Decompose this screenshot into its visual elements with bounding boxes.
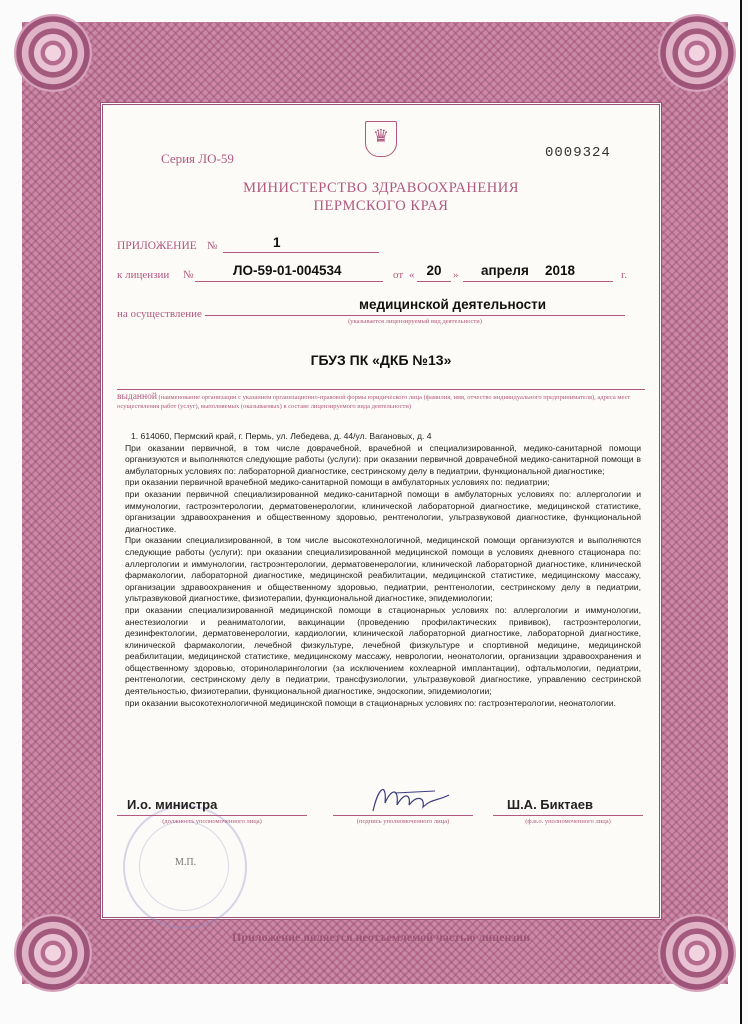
coat-of-arms-icon: ♛: [365, 121, 397, 157]
license-no-sign: №: [183, 269, 194, 281]
signatory-position: И.о. министра: [127, 797, 218, 812]
document-body: Серия ЛО-59 ♛ 0009324 МИНИСТЕРСТВО ЗДРАВООХРАНЕНИЯ ПЕРМСКОГО КРАЯ ПРИЛОЖЕНИЕ № 1 к лицензии № ЛО-59-01-004534 от « 20 » апреля 2018 г. на осуществление медицинской деятельности (указывается лицензируемый вид деятельности) ГБУЗ ПК «ДКБ №13» выданной (наименование организации с указанием организационно-правовой формы юридического лица (фамилия, имя, отчество индивидуального предпринимателя), адреса мест осуществления работ (услуг), выполняемых (оказываемых) в составе лицензируемого вида деятельности) 1. 614060, Пермский край, г. Пермь, ул. Лебедева, д. 44/ул. Вагановых, д. 4 При оказании первичной, в том числе доврачебной, врачебной и специализированной, медико-санитарной помощи организуются и выполняются следующие работы (услуги): при оказании первичной доврачебной медико-санитарной помощи в амбулаторных условиях по: лабораторной диагностике, сестринскому делу в педиатрии, функциональной диагностике; при оказании первичной врачебной медико-санитарной помощи в амбулаторных условиях по: педиатрии; при оказании первичной специализированной медико-санитарной помощи в амбулаторных условиях по: аллергологии и иммунологии, гастроэнтерологии, дерматовенерологии, клинической лабораторной диагностике, медицинской статистике, организации здравоохранения и общественному здоровью, рентгенологии, ультразвуковой диагностике, функциональной диагностике. При оказании специализированной, в том числе высокотехнологичной, медицинской помощи организуются и выполняются следующие работы (услуги): при оказании специализированной медицинской помощи в условиях дневного стационара по: аллергологии и иммунологии, гастроэнтерологии, дерматовенерологии, клинической лабораторной диагностике, клинической фармакологии, лабораторной диагностике, медицинской реабилитации, медицинской статистике, медицинскому массажу, организации здравоохранения и общественному здоровью, педиатрии, рентгенологии, сестринскому делу в педиатрии, ультразвуковой диагностике, физиотерапии, функциональной диагностике, эпидемиологии; при оказании специализированной медицинской помощи в стационарных условиях по: аллергологии и иммунологии, анестезиологии и реаниматологии, вакцинации (проведению профилактических прививок), гастроэнтерологии, дезинфектологии, дерматовенерологии, кардиологии, клинической лабораторной диагностике, лабораторной диагностике, клинической фармакологии, лечебной физкультуре, лечебной физкультуре и спортивной медицине, медицинской реабилитации, медицинской статистике, медицинскому массажу, неврологии, неонатологии, организации здравоохранения и общественному здоровью, оториноларингологии (за исключением кохлеарной имплантации), офтальмологии, педиатрии, рентгенологии, сестринскому делу в педиатрии, трансфузиологии, ультразвуковой диагностике, управлению сестринской деятельностью, физиотерапии, функциональной диагностике, эндоскопии, эпидемиологии; при оказании высокотехнологичной медицинской помощи в стационарных условиях по: гастроэнтерологии, неонатологии. М.П. И.о. министра (должность уполномоченного лица) (подпись уполномоченного лица) Ш.А. Биктаев (ф.и.о. уполномоченного лица) Приложение является неотъемлемой частью лицензии: [100, 102, 662, 920]
licensed-services-text: [125, 431, 641, 709]
guilloche-border: [22, 22, 728, 984]
organization-name: ГБУЗ ПК «ДКБ №13»: [310, 352, 452, 368]
rosette-ornament-icon: [658, 14, 736, 92]
signatory-name: Ш.А. Биктаев: [507, 797, 593, 812]
from-label: от: [393, 269, 404, 281]
paragraph: При оказании специализированной, в том числе высокотехнологичной, медицинской помощи организуются и выполняются следующие работы (услуги): при оказании специализированной медицинской помощи в условиях дневного стационара по: аллергологии и иммунологии, гастроэнтерологии, дерматовенерологии, клинической лабораторной диагностике, клинической фармакологии, лабораторной диагностике, медицинской реабилитации, медицинской статистике, медицинскому массажу, организации здравоохранения и общественному здоровью, педиатрии, рентгенологии, сестринскому делу в педиатрии, ультразвуковой диагностике, физиотерапии, функциональной диагностике, эпидемиологии;: [125, 535, 641, 604]
ministry-title: МИНИСТЕРСТВО ЗДРАВООХРАНЕНИЯ ПЕРМСКОГО КРАЯ: [243, 180, 519, 214]
rosette-ornament-icon: [14, 14, 92, 92]
divider: [117, 389, 645, 390]
activity-field: медицинской деятельности: [205, 297, 625, 316]
name-caption: (ф.и.о. уполномоченного лица): [525, 818, 611, 825]
rosette-ornament-icon: [14, 914, 92, 992]
paragraph: при оказании первичной специализированной медико-санитарной помощи в амбулаторных условиях по: аллергологии и иммунологии, гастроэнтерологии, дерматовенерологии, клинической лабораторной диагностике, медицинской статистике, организации здравоохранения и общественному здоровью, рентгенологии, ультразвуковой диагностике, функциональной диагностике.: [125, 488, 641, 534]
license-day-field: 20: [417, 263, 451, 282]
paragraph: При оказании первичной, в том числе доврачебной, врачебной и специализированной, медико-санитарной помощи организуются и выполняются следующие работы (услуги): при оказании первичной доврачебной медико-санитарной помощи в амбулаторных условиях по: лабораторной диагностике, сестринскому делу в педиатрии, функциональной диагностике;: [125, 442, 641, 476]
paragraph: при оказании специализированной медицинской помощи в стационарных условиях по: аллергологии и иммунологии, анестезиологии и реаниматологии, вакцинации (проведению профилактических прививок), гастроэнтерологии, дезинфектологии, дерматовенерологии, кардиологии, клинической лабораторной диагностике, лабораторной диагностике, клинической фармакологии, лечебной физкультуре, лечебной физкультуре и спортивной медицине, медицинской реабилитации, медицинской статистике, медицинскому массажу, неврологии, неонатологии, организации здравоохранения и общественному здоровью, оториноларингологии (за исключением кохлеарной имплантации), офтальмологии, педиатрии, рентгенологии, сестринскому делу в педиатрии, трансфузиологии, ультразвуковой диагностике, управлению сестринской деятельностью, физиотерапии, функциональной диагностике, эндоскопии, эпидемиологии;: [125, 604, 641, 697]
position-caption: (должность уполномоченного лица): [162, 818, 262, 825]
issued-caption: выданной (наименование организации с указанием организационно-правовой формы юридического лица (фамилия, имя, отчество индивидуального предпринимателя), адреса мест осуществления работ (услуг), выполняемых (оказываемых) в составе лицензируемого вида деятельности): [117, 392, 631, 410]
paragraph: при оказании высокотехнологичной медицинской помощи в стационарных условиях по: гастроэнтерологии, неонатологии.: [125, 697, 616, 708]
series-label: Серия ЛО-59: [161, 151, 234, 166]
license-label: к лицензии: [117, 269, 170, 281]
activity-caption: (указывается лицензируемый вид деятельности): [348, 318, 482, 325]
registration-number: 0009324: [545, 145, 611, 161]
appendix-no-sign: №: [207, 240, 218, 252]
address-line: 1. 614060, Пермский край, г. Пермь, ул. Лебедева, д. 44/ул. Вагановых, д. 4: [131, 431, 432, 441]
scan-edge-line: [740, 0, 742, 1024]
appendix-label: ПРИЛОЖЕНИЕ: [117, 240, 197, 252]
rosette-ornament-icon: [658, 914, 736, 992]
footer-note: Приложение является неотъемлемой частью лицензии: [231, 930, 531, 944]
seal-label: М.П.: [175, 857, 197, 868]
license-number-field: ЛО-59-01-004534: [195, 263, 383, 282]
activity-label: на осуществление: [117, 308, 202, 320]
license-month-year-field: апреля 2018: [463, 263, 613, 282]
signature-caption: (подпись уполномоченного лица): [356, 818, 450, 825]
paragraph: при оказании первичной врачебной медико-санитарной помощи в амбулаторных условиях по: педиатрии;: [125, 477, 550, 488]
appendix-number-field: 1: [223, 236, 379, 253]
handwritten-signature: [365, 781, 455, 817]
